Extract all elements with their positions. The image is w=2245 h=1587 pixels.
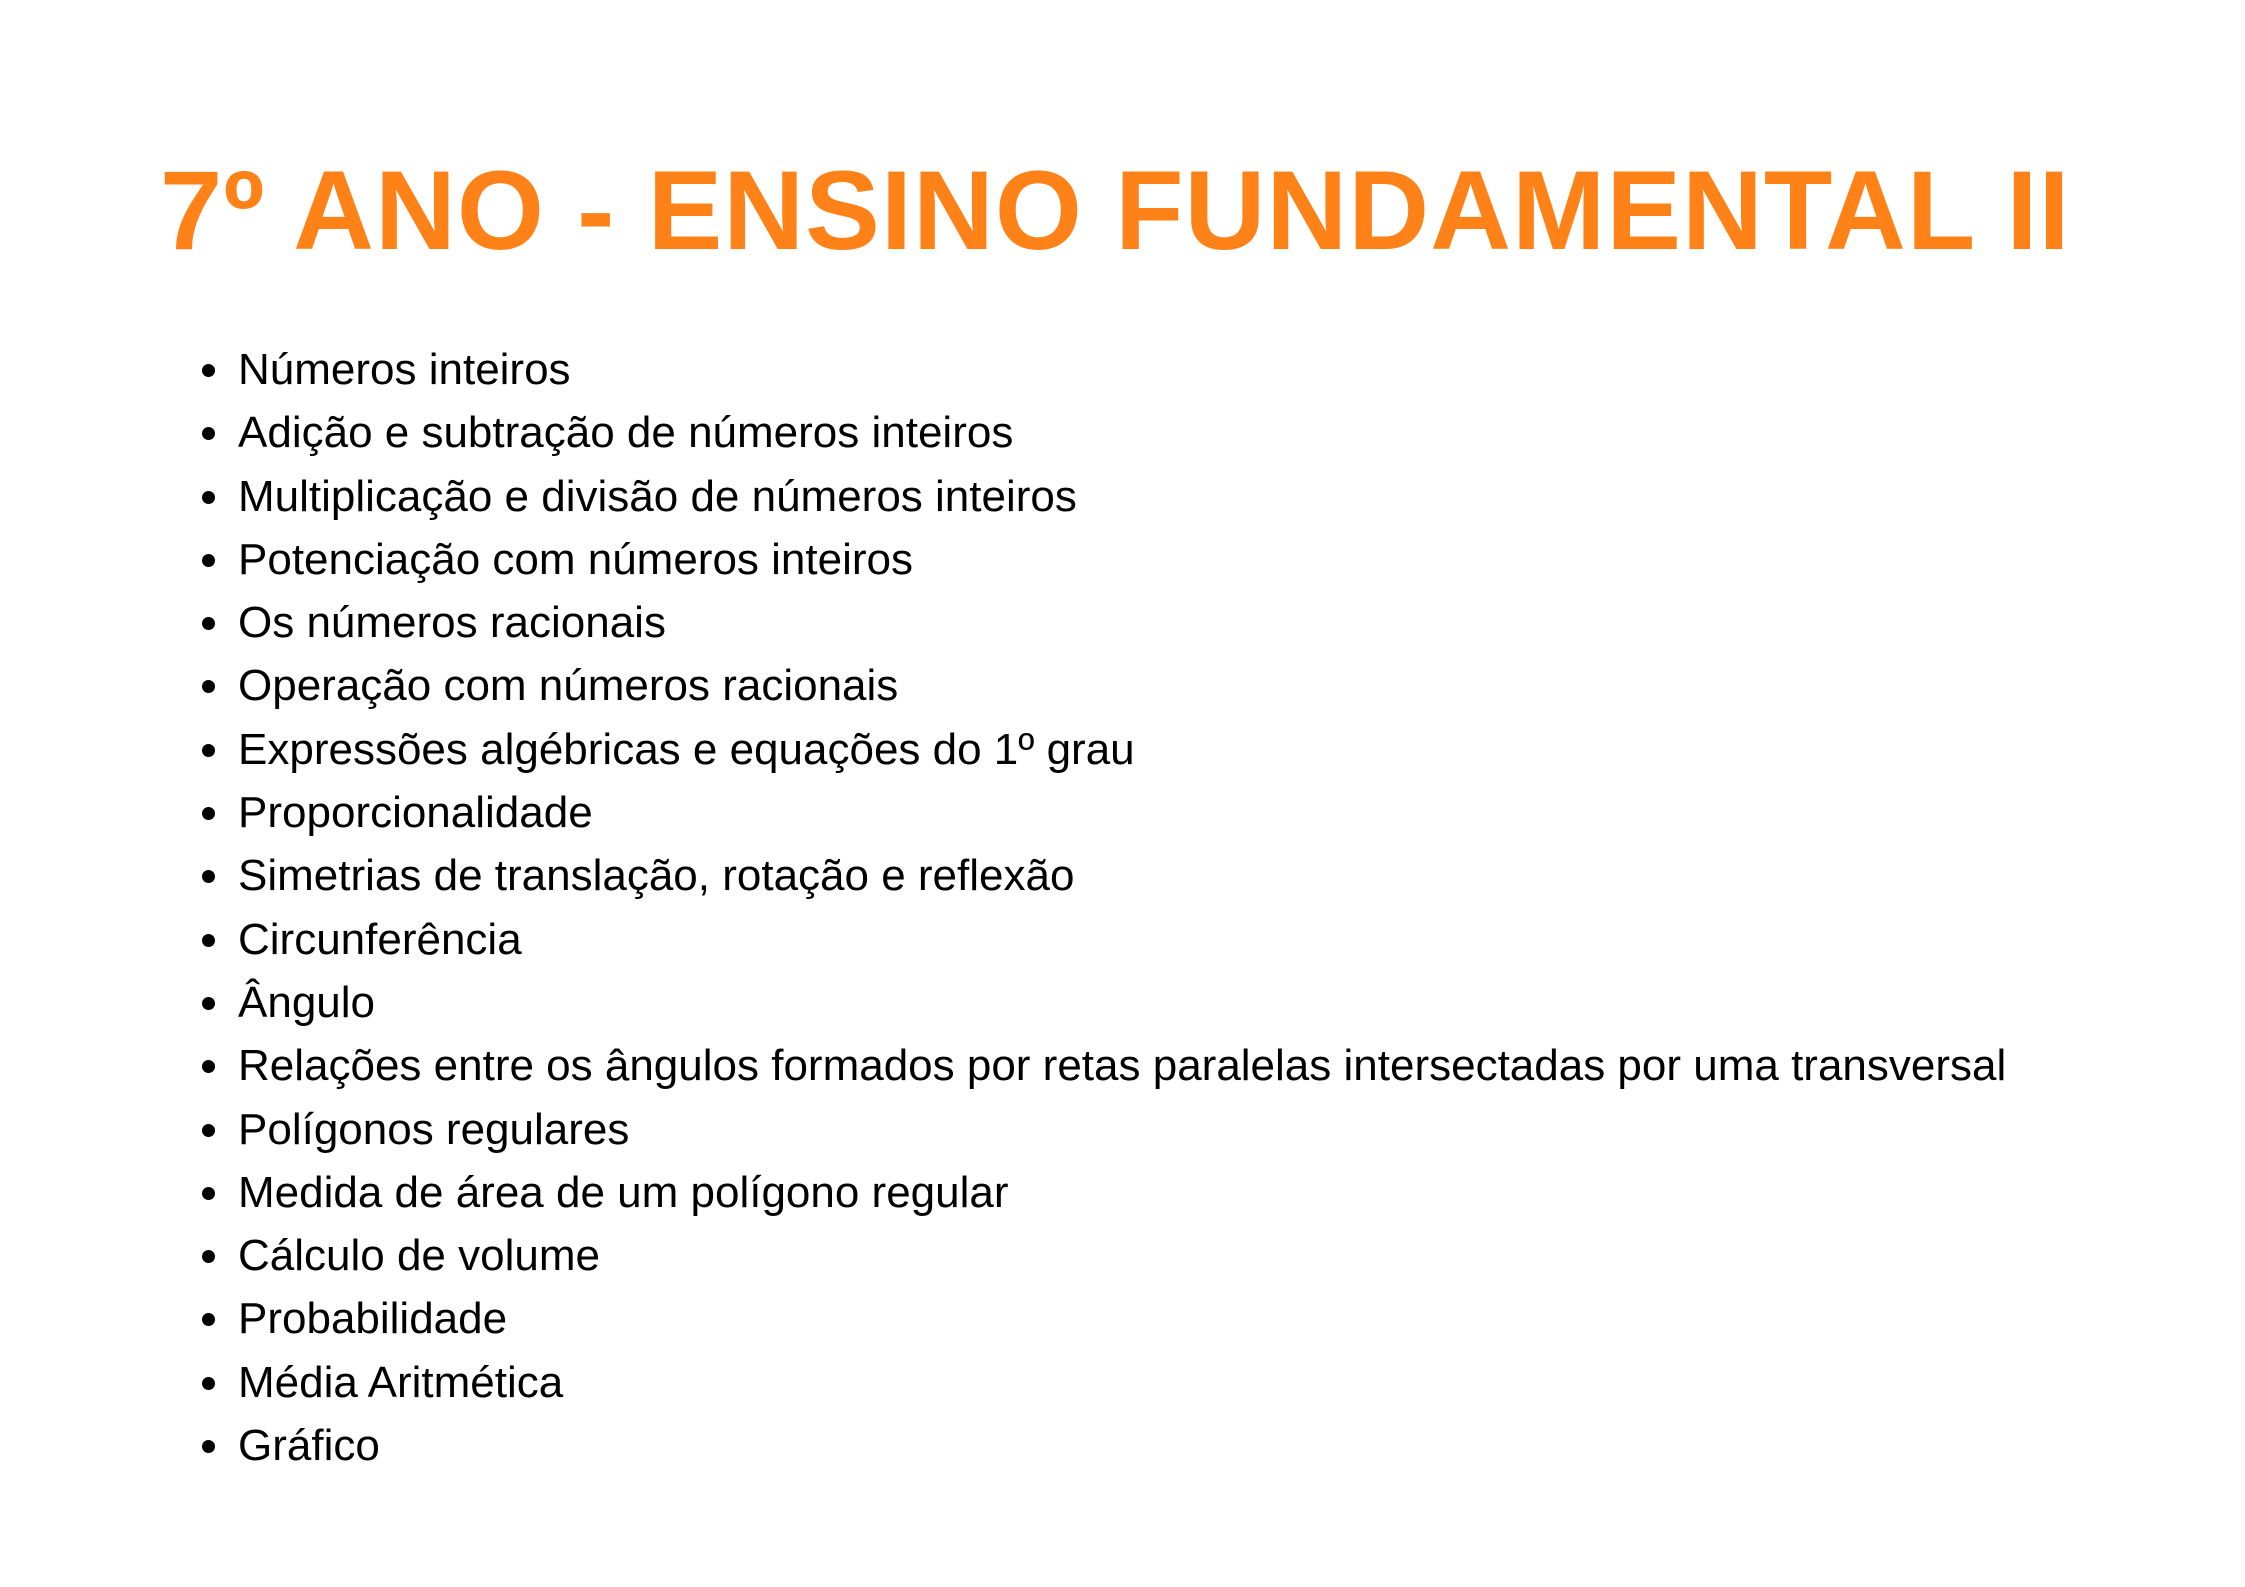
list-item-label: Simetrias de translação, rotação e reflexão <box>238 851 1075 901</box>
bullet-icon <box>202 744 215 757</box>
bullet-icon <box>202 617 215 630</box>
list-item-label: Relações entre os ângulos formados por retas paralelas intersectadas por uma transversal <box>238 1041 2007 1091</box>
bullet-icon <box>202 680 215 693</box>
bullet-icon <box>202 807 215 820</box>
list-item-label: Gráfico <box>238 1421 380 1471</box>
bullet-icon <box>202 1187 215 1200</box>
list-item-label: Potenciação com números inteiros <box>238 534 913 584</box>
list-item-label: Probabilidade <box>238 1294 508 1344</box>
bullet-icon <box>202 554 215 567</box>
bullet-icon <box>202 1440 215 1453</box>
bullet-icon <box>202 934 215 947</box>
bullet-icon <box>202 1124 215 1137</box>
bullet-icon <box>202 870 215 883</box>
bullet-icon <box>202 1250 215 1263</box>
list-item-label: Polígonos regulares <box>238 1104 630 1154</box>
list-item-label: Circunferência <box>238 914 522 964</box>
bullet-icon <box>202 427 215 440</box>
list-item-label: Adição e subtração de números inteiros <box>238 408 1014 458</box>
page-title: 7º ANO - ENSINO FUNDAMENTAL II <box>160 148 2071 273</box>
bullet-icon <box>202 491 215 504</box>
list-item-label: Expressões algébricas e equações do 1º grau <box>238 724 1135 774</box>
bullet-icon <box>202 364 215 377</box>
bullet-icon <box>202 1313 215 1326</box>
list-item-label: Proporcionalidade <box>238 788 593 838</box>
bullet-icon <box>202 1060 215 1073</box>
list-item-label: Multiplicação e divisão de números inteiros <box>238 471 1077 521</box>
bullet-icon <box>202 997 215 1010</box>
list-item-label: Medida de área de um polígono regular <box>238 1167 1009 1217</box>
list-item-label: Ângulo <box>238 977 376 1027</box>
list-item-label: Média Aritmética <box>238 1357 564 1407</box>
list-item-label: Cálculo de volume <box>238 1231 600 1281</box>
list-item-label: Os números racionais <box>238 598 666 648</box>
list-item-label: Números inteiros <box>238 345 571 394</box>
bullet-icon <box>202 1377 215 1390</box>
list-item-label: Operação com números racionais <box>238 661 899 711</box>
